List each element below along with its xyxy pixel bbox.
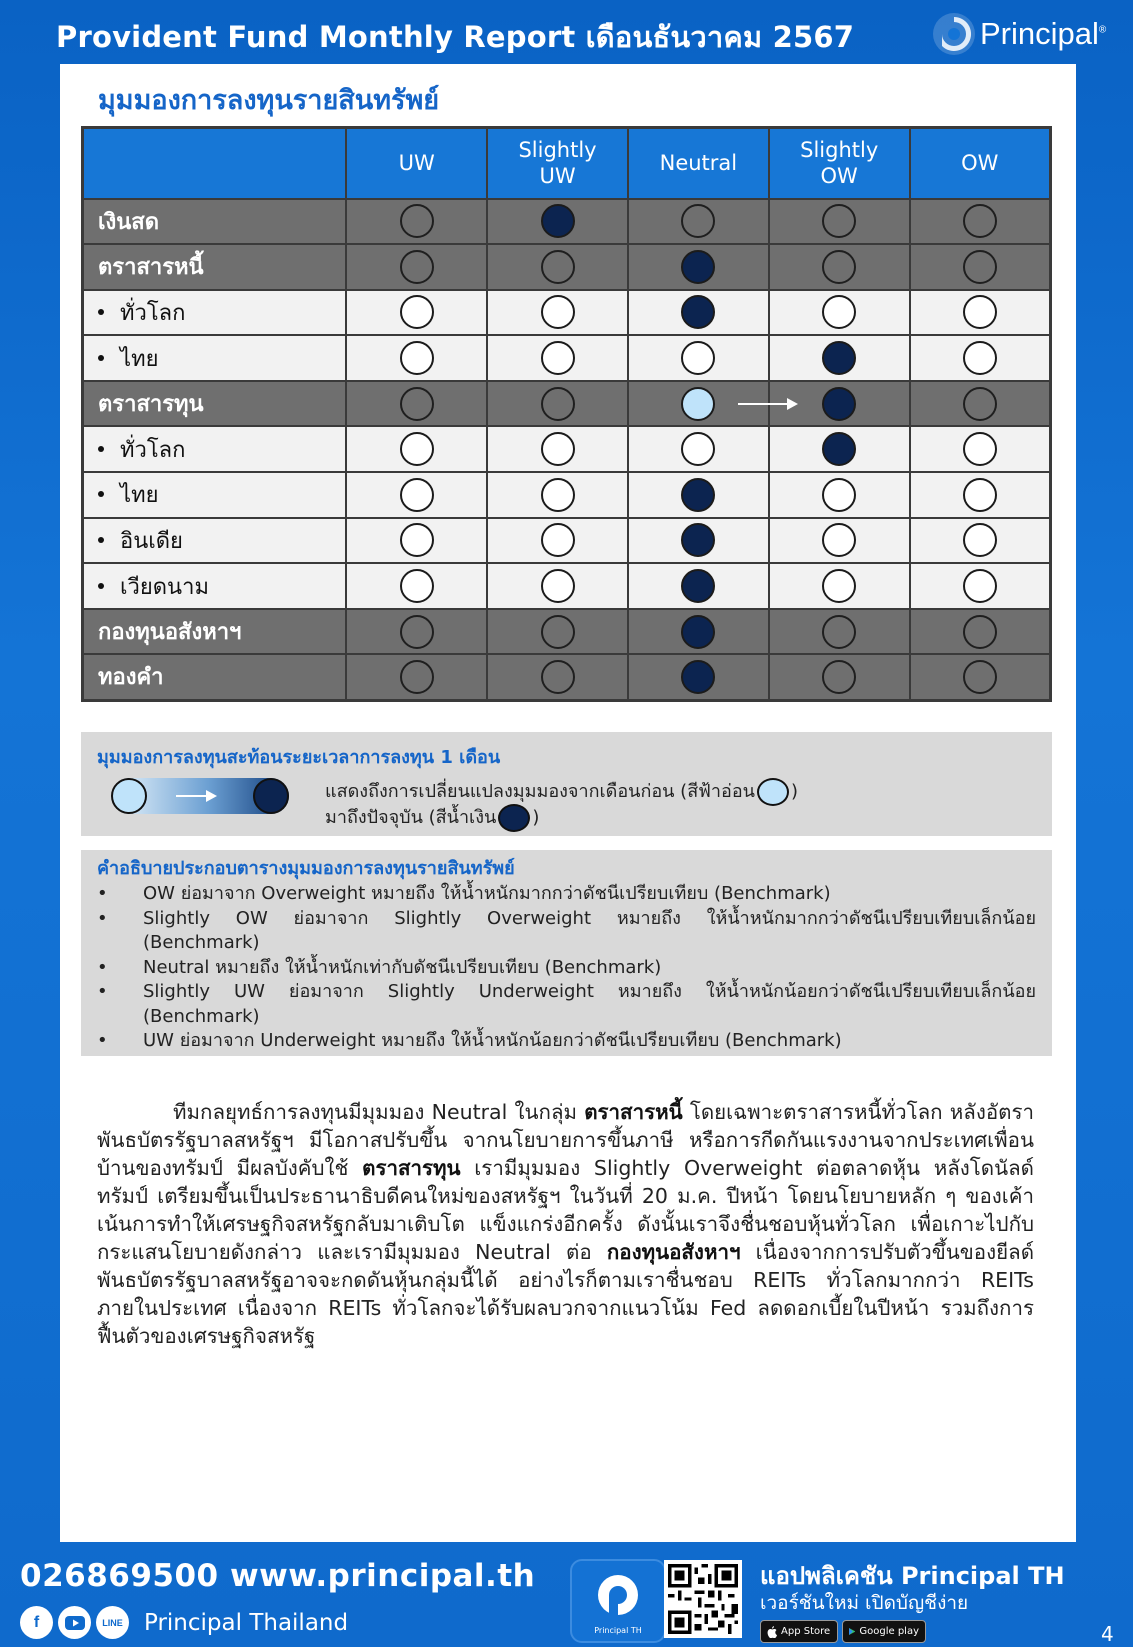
empty-circle-icon bbox=[400, 250, 434, 284]
principal-logo-icon bbox=[932, 12, 976, 56]
facebook-icon[interactable]: f bbox=[20, 1606, 53, 1639]
view-cell bbox=[769, 244, 910, 290]
qr-code-icon[interactable] bbox=[664, 1560, 742, 1638]
view-cell bbox=[487, 244, 628, 290]
empty-circle-icon bbox=[400, 204, 434, 238]
view-cell bbox=[769, 518, 910, 564]
current-view-dot-icon bbox=[822, 432, 856, 466]
empty-circle-icon bbox=[963, 204, 997, 238]
bullet-icon bbox=[98, 537, 104, 543]
view-cell bbox=[487, 199, 628, 245]
view-cell bbox=[487, 609, 628, 655]
empty-circle-icon bbox=[541, 295, 575, 329]
navy-dot-icon bbox=[498, 804, 530, 832]
empty-circle-icon bbox=[541, 250, 575, 284]
list-item: • OW ย่อมาจาก Overweight หมายถึง ให้น้ำหนักมากกว่าดัชนีเปรียบเทียบ (Benchmark) bbox=[97, 882, 1036, 907]
report-title: Provident Fund Monthly Report เดือนธันวาคม 2567 bbox=[56, 20, 855, 54]
legend-text-line: มาถึงปัจจุบัน (สีน้ำเงิน ) bbox=[325, 802, 539, 832]
table-body bbox=[83, 199, 1051, 701]
view-cell bbox=[346, 472, 487, 518]
keyword-bonds: ตราสารหนี้ bbox=[584, 1100, 683, 1124]
current-view-dot-icon bbox=[681, 250, 715, 284]
asset-class-label: อินเดีย bbox=[83, 518, 347, 564]
empty-circle-icon bbox=[400, 341, 434, 375]
empty-circle-icon bbox=[400, 387, 434, 421]
current-view-dot-icon bbox=[681, 569, 715, 603]
empty-circle-icon bbox=[963, 295, 997, 329]
arrow-right-icon bbox=[738, 403, 796, 405]
section-title: มุมมองการลงทุนรายสินทรัพย์ bbox=[98, 85, 440, 116]
current-view-dot-icon bbox=[681, 615, 715, 649]
table-row bbox=[83, 290, 1051, 336]
app-tile-label: Principal TH bbox=[594, 1626, 642, 1635]
footer-brand: Principal Thailand bbox=[144, 1609, 349, 1636]
asset-class-label: ไทย bbox=[83, 335, 347, 381]
empty-circle-icon bbox=[541, 478, 575, 512]
table-row bbox=[83, 381, 1051, 427]
apple-icon bbox=[767, 1626, 777, 1638]
view-cell bbox=[769, 472, 910, 518]
empty-circle-icon bbox=[963, 569, 997, 603]
empty-circle-icon bbox=[400, 295, 434, 329]
empty-circle-icon bbox=[541, 569, 575, 603]
legend-box bbox=[81, 732, 1052, 836]
view-cell bbox=[628, 518, 769, 564]
current-view-dot-icon bbox=[541, 204, 575, 238]
empty-circle-icon bbox=[822, 204, 856, 238]
definitions-title: คำอธิบายประกอบตารางมุมมองการลงทุนรายสินทรัพย์ bbox=[97, 858, 515, 879]
page-number: 4 bbox=[1101, 1622, 1114, 1646]
view-cell bbox=[628, 654, 769, 700]
column-header: Neutral bbox=[628, 128, 769, 199]
view-cell bbox=[769, 563, 910, 609]
app-tile[interactable] bbox=[570, 1559, 666, 1643]
bullet-icon bbox=[98, 355, 104, 361]
asset-class-label: เงินสด bbox=[83, 199, 347, 245]
view-cell bbox=[628, 426, 769, 472]
empty-circle-icon bbox=[400, 432, 434, 466]
app-title: แอปพลิเคชัน Principal TH bbox=[760, 1562, 1065, 1590]
empty-circle-icon bbox=[400, 478, 434, 512]
view-cell bbox=[910, 199, 1051, 245]
empty-circle-icon bbox=[681, 204, 715, 238]
social-links bbox=[20, 1606, 348, 1639]
asset-class-label: ทั่วโลก bbox=[83, 290, 347, 336]
keyword-property-funds: กองทุนอสังหาฯ bbox=[606, 1240, 741, 1264]
view-cell bbox=[769, 290, 910, 336]
previous-view-dot-icon bbox=[681, 387, 715, 421]
current-view-dot-icon bbox=[681, 660, 715, 694]
content-panel bbox=[60, 64, 1076, 1542]
asset-class-label: เวียดนาม bbox=[83, 563, 347, 609]
view-cell bbox=[346, 335, 487, 381]
column-header: OW bbox=[910, 128, 1051, 199]
table-header-row bbox=[83, 128, 1051, 199]
empty-circle-icon bbox=[822, 569, 856, 603]
view-cell bbox=[487, 426, 628, 472]
youtube-icon[interactable] bbox=[58, 1606, 91, 1639]
view-cell bbox=[769, 199, 910, 245]
list-item: • Neutral หมายถึง ให้น้ำหนักเท่ากับดัชนีเปรียบเทียบ (Benchmark) bbox=[97, 956, 1036, 981]
column-header: UW bbox=[346, 128, 487, 199]
previous-view-dot-icon bbox=[111, 778, 147, 814]
empty-circle-icon bbox=[963, 615, 997, 649]
table-row bbox=[83, 244, 1051, 290]
empty-circle-icon bbox=[963, 660, 997, 694]
empty-circle-icon bbox=[541, 387, 575, 421]
definitions-list bbox=[97, 882, 1036, 1054]
google-play-icon bbox=[849, 1626, 855, 1637]
legend-title: มุมมองการลงทุนสะท้อนระยะเวลาการลงทุน 1 เดือน bbox=[97, 747, 501, 768]
empty-circle-icon bbox=[963, 341, 997, 375]
contact-line bbox=[20, 1558, 535, 1594]
view-cell bbox=[910, 335, 1051, 381]
view-cell bbox=[346, 244, 487, 290]
view-cell bbox=[346, 381, 487, 427]
header-corner-cell bbox=[83, 128, 347, 199]
empty-circle-icon bbox=[822, 523, 856, 557]
view-cell bbox=[910, 609, 1051, 655]
empty-circle-icon bbox=[541, 341, 575, 375]
view-change-graphic bbox=[111, 778, 289, 814]
asset-class-label: กองทุนอสังหาฯ bbox=[83, 609, 347, 655]
empty-circle-icon bbox=[963, 523, 997, 557]
current-view-dot-icon bbox=[681, 478, 715, 512]
empty-circle-icon bbox=[541, 660, 575, 694]
empty-circle-icon bbox=[400, 569, 434, 603]
empty-circle-icon bbox=[541, 615, 575, 649]
view-cell bbox=[487, 381, 628, 427]
view-cell bbox=[487, 654, 628, 700]
view-cell bbox=[346, 563, 487, 609]
definitions-box bbox=[81, 850, 1052, 1056]
view-cell bbox=[910, 518, 1051, 564]
view-cell bbox=[910, 654, 1051, 700]
view-cell bbox=[628, 381, 769, 427]
view-cell bbox=[769, 335, 910, 381]
bullet-icon bbox=[98, 446, 104, 452]
asset-class-label: ตราสารหนี้ bbox=[83, 244, 347, 290]
view-cell bbox=[487, 472, 628, 518]
empty-circle-icon bbox=[963, 432, 997, 466]
commentary-paragraph: ทีมกลยุทธ์การลงทุนมีมุมมอง Neutral ในกลุ่ม ตราสารหนี้ โดยเฉพาะตราสารหนี้ทั่วโลก หลังอัตราพันธบัตรรัฐบาลสหรัฐฯ มีโอกาสปรับขึ้น จากนโยบายการขึ้นภาษี หรือการกีดกันแรงงานจากประเทศเพื่อนบ้านของทรัมป์ มีผลบังคับใช้ ตราสารทุน เรามีมุมมอง Slightly Overweight ต่อตลาดหุ้น หลังโดนัลด์ ทรัมป์ เตรียมขึ้นเป็นประธานาธิบดีคนใหม่ของสหรัฐฯ ในวันที่ 20 ม.ค. ปีหน้า โดยนโยบายหลัก ๆ ของเค้า เน้นการทำให้เศรษฐกิจสหรัฐกลับมาเติบโต แข็งแกร่งอีกครั้ง ดังนั้นเราจึงชื่นชอบหุ้นทั่วโลก เพื่อเกาะไปกับกระแสนโยบายดังกล่าว และเรามีมุมมอง Neutral ต่อ กองทุนอสังหาฯ เนื่องจากการปรับตัวขึ้นของยีลด์พันธบัตรรัฐบาลสหรัฐอาจจะกดดันหุ้นกลุ่มนี้ได้ อย่างไรก็ตามเราชื่นชอบ REITs ทั่วโลกมากกว่า REITs ภายในประเทศ เนื่องจาก REITs ทั่วโลกจะได้รับผลบวกจากแนวโน้ม Fed ลดดอกเบี้ยในปีหน้า รวมถึงการฟื้นตัวของเศรษฐกิจสหรัฐ bbox=[97, 1100, 1035, 1348]
asset-view-table bbox=[81, 126, 1052, 702]
principal-logo bbox=[932, 10, 1106, 58]
list-item: • Slightly OW ย่อมาจาก Slightly Overweight หมายถึง ให้น้ำหนักมากกว่าดัชนีเปรียบเทียบเล็กน้อย (Benchmark) bbox=[97, 907, 1036, 956]
empty-circle-icon bbox=[822, 660, 856, 694]
view-cell bbox=[346, 654, 487, 700]
bullet-icon bbox=[98, 583, 104, 589]
page-footer bbox=[0, 1542, 1133, 1647]
view-cell bbox=[910, 426, 1051, 472]
legend-text-line: แสดงถึงการเปลี่ยนแปลงมุมมองจากเดือนก่อน (สีฟ้าอ่อน ) bbox=[325, 776, 798, 806]
table-row bbox=[83, 472, 1051, 518]
current-view-dot-icon bbox=[681, 295, 715, 329]
light-blue-dot-icon bbox=[757, 778, 789, 806]
empty-circle-icon bbox=[681, 341, 715, 375]
view-cell bbox=[628, 290, 769, 336]
view-cell bbox=[910, 563, 1051, 609]
keyword-equities: ตราสารทุน bbox=[362, 1156, 461, 1180]
table-row bbox=[83, 518, 1051, 564]
asset-class-label: ไทย bbox=[83, 472, 347, 518]
view-cell bbox=[769, 609, 910, 655]
asset-class-label: ตราสารทุน bbox=[83, 381, 347, 427]
view-cell bbox=[487, 335, 628, 381]
empty-circle-icon bbox=[963, 250, 997, 284]
view-cell bbox=[769, 654, 910, 700]
empty-circle-icon bbox=[822, 295, 856, 329]
empty-circle-icon bbox=[400, 660, 434, 694]
asset-class-label: ทองคำ bbox=[83, 654, 347, 700]
list-item: • UW ย่อมาจาก Underweight หมายถึง ให้น้ำหนักน้อยกว่าดัชนีเปรียบเทียบ (Benchmark) bbox=[97, 1029, 1036, 1054]
view-cell bbox=[628, 609, 769, 655]
list-item: • Slightly UW ย่อมาจาก Slightly Underweight หมายถึง ให้น้ำหนักน้อยกว่าดัชนีเปรียบเทียบเล็กน้อย (Benchmark) bbox=[97, 980, 1036, 1029]
view-cell bbox=[346, 199, 487, 245]
view-cell bbox=[487, 518, 628, 564]
empty-circle-icon bbox=[963, 387, 997, 421]
view-cell bbox=[346, 426, 487, 472]
table-row bbox=[83, 199, 1051, 245]
app-subtitle: เวอร์ชันใหม่ เปิดบัญชีง่าย bbox=[760, 1592, 969, 1614]
phone-number[interactable]: 026869500 bbox=[20, 1558, 219, 1594]
app-store-badge[interactable]: App Store bbox=[760, 1620, 838, 1643]
view-cell bbox=[769, 426, 910, 472]
empty-circle-icon bbox=[822, 250, 856, 284]
logo-text: Principal® bbox=[980, 16, 1107, 51]
table-row bbox=[83, 335, 1051, 381]
view-cell bbox=[628, 472, 769, 518]
view-cell bbox=[346, 290, 487, 336]
bullet-icon bbox=[98, 309, 104, 315]
current-view-dot-icon bbox=[822, 387, 856, 421]
view-cell bbox=[628, 244, 769, 290]
table-row bbox=[83, 654, 1051, 700]
view-cell bbox=[910, 381, 1051, 427]
view-cell bbox=[346, 518, 487, 564]
view-cell bbox=[628, 335, 769, 381]
view-cell bbox=[628, 199, 769, 245]
empty-circle-icon bbox=[681, 432, 715, 466]
view-cell bbox=[910, 472, 1051, 518]
view-cell bbox=[910, 244, 1051, 290]
asset-class-label: ทั่วโลก bbox=[83, 426, 347, 472]
arrow-right-icon bbox=[176, 795, 214, 797]
table-row bbox=[83, 563, 1051, 609]
empty-circle-icon bbox=[400, 523, 434, 557]
view-cell bbox=[910, 290, 1051, 336]
page-header bbox=[0, 0, 1133, 64]
line-icon[interactable]: LINE bbox=[96, 1606, 129, 1639]
empty-circle-icon bbox=[822, 478, 856, 512]
view-cell bbox=[628, 563, 769, 609]
table-row bbox=[83, 426, 1051, 472]
bullet-icon bbox=[98, 491, 104, 497]
empty-circle-icon bbox=[541, 432, 575, 466]
empty-circle-icon bbox=[541, 523, 575, 557]
view-cell bbox=[487, 290, 628, 336]
empty-circle-icon bbox=[822, 615, 856, 649]
empty-circle-icon bbox=[963, 478, 997, 512]
empty-circle-icon bbox=[400, 615, 434, 649]
current-view-dot-icon bbox=[253, 778, 289, 814]
column-header: Slightly OW bbox=[769, 128, 910, 199]
current-view-dot-icon bbox=[822, 341, 856, 375]
view-cell bbox=[487, 563, 628, 609]
view-cell bbox=[346, 609, 487, 655]
website-link[interactable]: www.principal.th bbox=[229, 1558, 536, 1594]
table-row bbox=[83, 609, 1051, 655]
column-header: Slightly UW bbox=[487, 128, 628, 199]
current-view-dot-icon bbox=[681, 523, 715, 557]
google-play-badge[interactable]: Google play bbox=[842, 1620, 926, 1643]
